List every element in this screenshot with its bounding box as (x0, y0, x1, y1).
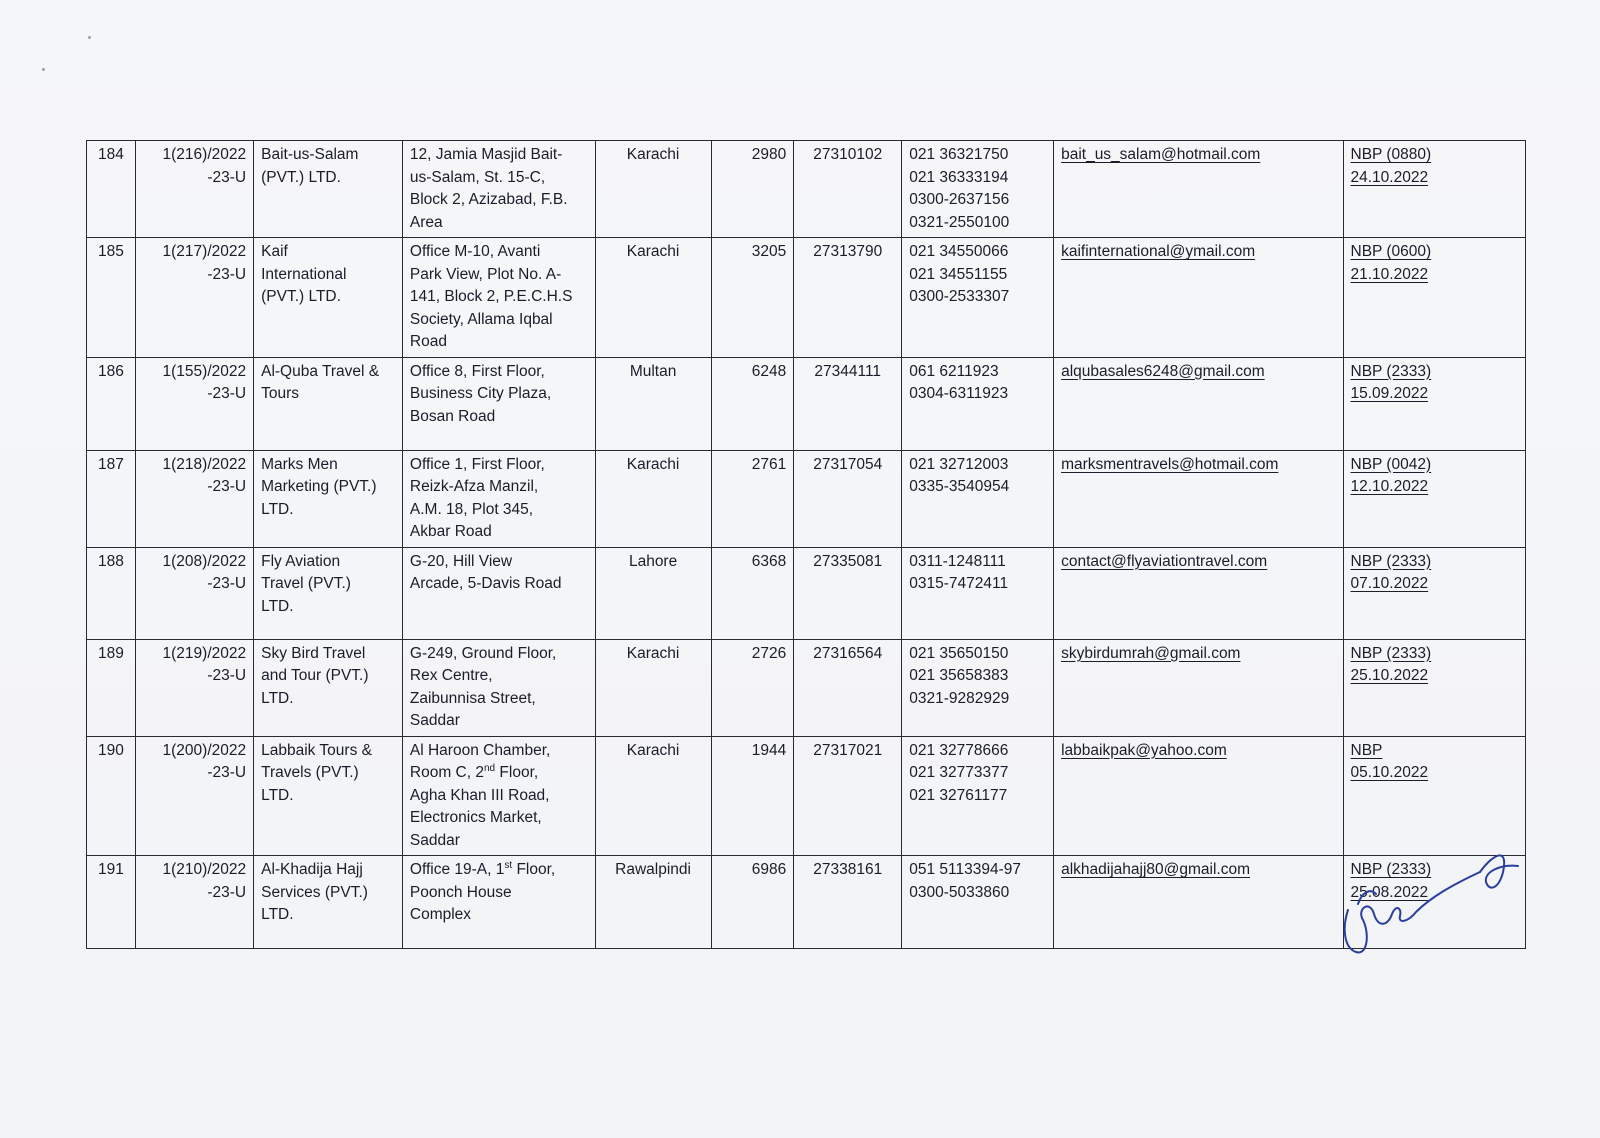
bank-deposit-cell (1343, 238, 1526, 358)
file-number-line: -23-U (207, 168, 247, 186)
file-number-cell (135, 639, 253, 736)
company-name-line: (PVT.) LTD. (261, 168, 341, 186)
phone-cell (902, 357, 1054, 450)
ntn-cell: 27344111 (794, 357, 902, 450)
city-cell: Karachi (595, 141, 711, 238)
table-row (87, 639, 1526, 736)
deposit-date: 25.10.2022 (1350, 667, 1429, 684)
bank-deposit-cell (1343, 639, 1526, 736)
company-name-line: Travel (PVT.) (261, 575, 351, 592)
phone-line: 0300-5033860 (909, 883, 1010, 901)
address-line: Business City Plaza, (409, 385, 552, 402)
file-number-cell (135, 450, 253, 547)
deposit-date: 15.09.2022 (1350, 385, 1429, 402)
deposit-date: 05.10.2022 (1350, 764, 1429, 781)
deposit-date: 21.10.2022 (1350, 265, 1429, 283)
file-number-cell (135, 856, 253, 949)
address-cell (402, 450, 595, 547)
email-link[interactable]: contact@flyaviationtravel.com (1061, 552, 1268, 570)
file-number-line: 1(155)/2022 (162, 362, 247, 380)
address-line: G-249, Ground Floor, (409, 644, 557, 662)
email-cell (1054, 856, 1343, 949)
file-number-cell (135, 238, 253, 358)
table-row (87, 238, 1526, 358)
phone-line: 0300-2637156 (909, 191, 1010, 208)
address-line: Office 8, First Floor, (409, 362, 545, 380)
code-cell: 2726 (711, 639, 794, 736)
company-name-line: (PVT.) LTD. (261, 288, 341, 305)
email-link[interactable]: bait_us_salam@hotmail.com (1061, 146, 1261, 163)
table-row (87, 357, 1526, 450)
email-cell (1054, 639, 1343, 736)
address-cell (402, 547, 595, 639)
city-cell: Karachi (595, 639, 711, 736)
phone-cell (902, 238, 1054, 358)
file-number-line: 1(219)/2022 (162, 644, 247, 662)
company-name-line: Al-Khadija Hajj (261, 861, 363, 878)
phone-line: 021 32761177 (909, 786, 1008, 804)
ntn-cell: 27335081 (794, 547, 902, 639)
serial-number-cell: 187 (87, 450, 136, 547)
table-row (87, 547, 1526, 639)
phone-line: 0321-2550100 (909, 213, 1010, 231)
file-number-line: -23-U (207, 667, 247, 684)
company-name-line: Bait-us-Salam (261, 146, 359, 163)
address-line: Zaibunnisa Street, (409, 689, 536, 707)
address-line: Poonch House (409, 883, 512, 901)
phone-line: 021 32773377 (909, 764, 1009, 781)
serial-number-cell: 184 (87, 141, 136, 238)
bank-deposit-cell (1343, 141, 1526, 238)
company-name-line: Fly Aviation (261, 552, 341, 570)
address-line: Office 19-A, 1st Floor, (409, 859, 556, 878)
phone-line: 021 34550066 (909, 243, 1009, 260)
table-row (87, 450, 1526, 547)
address-line: us-Salam, St. 15-C, (409, 168, 546, 186)
file-number-line: -23-U (207, 265, 247, 283)
company-name-line: LTD. (261, 500, 294, 518)
ntn-cell: 27317054 (794, 450, 902, 547)
code-cell: 6986 (711, 856, 794, 949)
code-cell: 3205 (711, 238, 794, 358)
phone-cell (902, 736, 1054, 856)
email-link[interactable]: marksmentravels@hotmail.com (1061, 455, 1279, 473)
address-line: Road (409, 333, 447, 350)
company-name-cell (254, 856, 403, 949)
email-cell (1054, 736, 1343, 856)
bank-deposit-cell (1343, 357, 1526, 450)
address-line: Electronics Market, (409, 809, 542, 826)
address-line: Office M-10, Avanti (409, 243, 541, 260)
address-line: G-20, Hill View (409, 552, 513, 570)
city-cell: Multan (595, 357, 711, 450)
company-name-cell (254, 238, 403, 358)
company-name-line: Tours (261, 385, 300, 402)
company-name-cell (254, 357, 403, 450)
city-cell: Lahore (595, 547, 711, 639)
company-name-line: and Tour (PVT.) (261, 667, 369, 684)
address-cell (402, 357, 595, 450)
code-cell: 1944 (711, 736, 794, 856)
file-number-line: 1(208)/2022 (162, 552, 247, 570)
address-line: Saddar (409, 712, 460, 729)
city-cell: Karachi (595, 736, 711, 856)
address-line: Complex (409, 906, 472, 923)
email-link[interactable]: labbaikpak@yahoo.com (1061, 741, 1227, 759)
serial-number-cell: 188 (87, 547, 136, 639)
phone-line: 0311-1248111 (909, 552, 1006, 570)
file-number-line: -23-U (207, 575, 247, 592)
file-number-cell (135, 736, 253, 856)
company-name-line: Services (PVT.) (261, 883, 368, 901)
address-line: Park View, Plot No. A- (409, 265, 562, 283)
address-line: Arcade, 5-Davis Road (409, 575, 562, 592)
phone-line: 0315-7472411 (909, 575, 1009, 592)
phone-cell (902, 450, 1054, 547)
company-name-line: Al-Quba Travel & (261, 362, 380, 380)
phone-line: 0321-9282929 (909, 689, 1010, 707)
file-number-line: 1(218)/2022 (162, 455, 247, 473)
address-line: Bosan Road (409, 407, 496, 425)
file-number-line: 1(216)/2022 (162, 146, 247, 163)
address-line: Block 2, Azizabad, F.B. (409, 191, 568, 208)
phone-line: 021 36321750 (909, 146, 1009, 163)
company-name-cell (254, 736, 403, 856)
address-line: Rex Centre, (409, 667, 493, 684)
phone-cell (902, 856, 1054, 949)
bank-branch: NBP (1350, 741, 1383, 759)
phone-cell (902, 639, 1054, 736)
bank-branch: NBP (2333) (1350, 861, 1432, 878)
address-cell (402, 856, 595, 949)
phone-line: 0304-6311923 (909, 385, 1009, 402)
bank-branch: NBP (0600) (1350, 243, 1432, 260)
bank-branch: NBP (2333) (1350, 644, 1432, 662)
serial-number-cell: 191 (87, 856, 136, 949)
address-line: Agha Khan III Road, (409, 786, 550, 804)
email-link[interactable]: alkhadijahajj80@gmail.com (1061, 861, 1250, 878)
company-name-cell (254, 450, 403, 547)
email-link[interactable]: alqubasales6248@gmail.com (1061, 362, 1265, 380)
address-cell (402, 736, 595, 856)
scan-speck (88, 36, 91, 39)
bank-deposit-cell (1343, 736, 1526, 856)
email-link[interactable]: kaifinternational@ymail.com (1061, 243, 1256, 260)
company-name-line: Labbaik Tours & (261, 741, 372, 759)
address-cell (402, 238, 595, 358)
address-cell (402, 639, 595, 736)
file-number-cell (135, 547, 253, 639)
address-line: Office 1, First Floor, (409, 455, 545, 473)
address-line: Area (409, 213, 443, 231)
company-name-line: Kaif (261, 243, 288, 260)
company-name-line: LTD. (261, 597, 294, 615)
phone-line: 0300-2533307 (909, 288, 1010, 305)
deposit-date: 25.08.2022 (1350, 883, 1429, 901)
file-number-line: 1(210)/2022 (162, 861, 247, 878)
registration-table (86, 140, 1526, 949)
scan-speck (42, 68, 45, 71)
file-number-line: 1(200)/2022 (162, 741, 247, 759)
serial-number-cell: 186 (87, 357, 136, 450)
code-cell: 2761 (711, 450, 794, 547)
address-line: 141, Block 2, P.E.C.H.S (409, 288, 573, 305)
phone-cell (902, 141, 1054, 238)
table-row (87, 141, 1526, 238)
address-line: Saddar (409, 831, 460, 849)
file-number-cell (135, 357, 253, 450)
ntn-cell: 27316564 (794, 639, 902, 736)
bank-branch: NBP (2333) (1350, 552, 1432, 570)
bank-branch: NBP (2333) (1350, 362, 1432, 380)
file-number-line: -23-U (207, 764, 247, 781)
phone-line: 021 35658383 (909, 667, 1009, 684)
address-line: Room C, 2nd Floor, (409, 762, 539, 781)
phone-cell (902, 547, 1054, 639)
email-cell (1054, 450, 1343, 547)
address-line: Reizk-Afza Manzil, (409, 478, 539, 495)
ntn-cell: 27310102 (794, 141, 902, 238)
city-cell: Karachi (595, 450, 711, 547)
file-number-line: -23-U (207, 478, 247, 495)
company-name-cell (254, 547, 403, 639)
file-number-cell (135, 141, 253, 238)
city-cell: Karachi (595, 238, 711, 358)
phone-line: 0335-3540954 (909, 478, 1010, 495)
bank-branch: NBP (0880) (1350, 146, 1432, 163)
code-cell: 6248 (711, 357, 794, 450)
phone-line: 021 36333194 (909, 168, 1009, 186)
city-cell: Rawalpindi (595, 856, 711, 949)
address-line: Akbar Road (409, 523, 492, 540)
file-number-line: -23-U (207, 385, 247, 402)
company-name-line: International (261, 265, 347, 283)
serial-number-cell: 190 (87, 736, 136, 856)
email-link[interactable]: skybirdumrah@gmail.com (1061, 644, 1241, 662)
company-name-line: LTD. (261, 906, 294, 923)
code-cell: 6368 (711, 547, 794, 639)
company-name-line: Marks Men (261, 455, 338, 473)
company-name-line: LTD. (261, 786, 294, 804)
address-line: Society, Allama Iqbal (409, 310, 553, 328)
phone-line: 021 32778666 (909, 741, 1009, 759)
company-name-line: Marketing (PVT.) (261, 478, 377, 495)
company-name-cell (254, 141, 403, 238)
phone-line: 021 32712003 (909, 455, 1009, 473)
signature (1340, 848, 1530, 958)
bank-deposit-cell (1343, 547, 1526, 639)
table-row (87, 856, 1526, 949)
email-cell (1054, 547, 1343, 639)
code-cell: 2980 (711, 141, 794, 238)
ntn-cell: 27317021 (794, 736, 902, 856)
deposit-date: 07.10.2022 (1350, 575, 1429, 592)
deposit-date: 12.10.2022 (1350, 478, 1429, 495)
phone-line: 051 5113394-97 (909, 861, 1021, 878)
ntn-cell: 27313790 (794, 238, 902, 358)
email-cell (1054, 141, 1343, 238)
address-line: A.M. 18, Plot 345, (409, 500, 534, 518)
company-name-line: Travels (PVT.) (261, 764, 359, 781)
company-name-line: LTD. (261, 689, 294, 707)
email-cell (1054, 238, 1343, 358)
address-line: 12, Jamia Masjid Bait- (409, 146, 563, 163)
bank-branch: NBP (0042) (1350, 455, 1432, 473)
serial-number-cell: 189 (87, 639, 136, 736)
deposit-date: 24.10.2022 (1350, 168, 1429, 186)
serial-number-cell: 185 (87, 238, 136, 358)
address-line: Al Haroon Chamber, (409, 741, 551, 759)
phone-line: 061 6211923 (909, 362, 999, 380)
company-name-cell (254, 639, 403, 736)
file-number-line: 1(217)/2022 (162, 243, 247, 260)
phone-line: 021 34551155 (909, 265, 1008, 283)
address-cell (402, 141, 595, 238)
phone-line: 021 35650150 (909, 644, 1009, 662)
company-name-line: Sky Bird Travel (261, 644, 366, 662)
ntn-cell: 27338161 (794, 856, 902, 949)
table-row (87, 736, 1526, 856)
bank-deposit-cell (1343, 450, 1526, 547)
email-cell (1054, 357, 1343, 450)
file-number-line: -23-U (207, 883, 247, 901)
